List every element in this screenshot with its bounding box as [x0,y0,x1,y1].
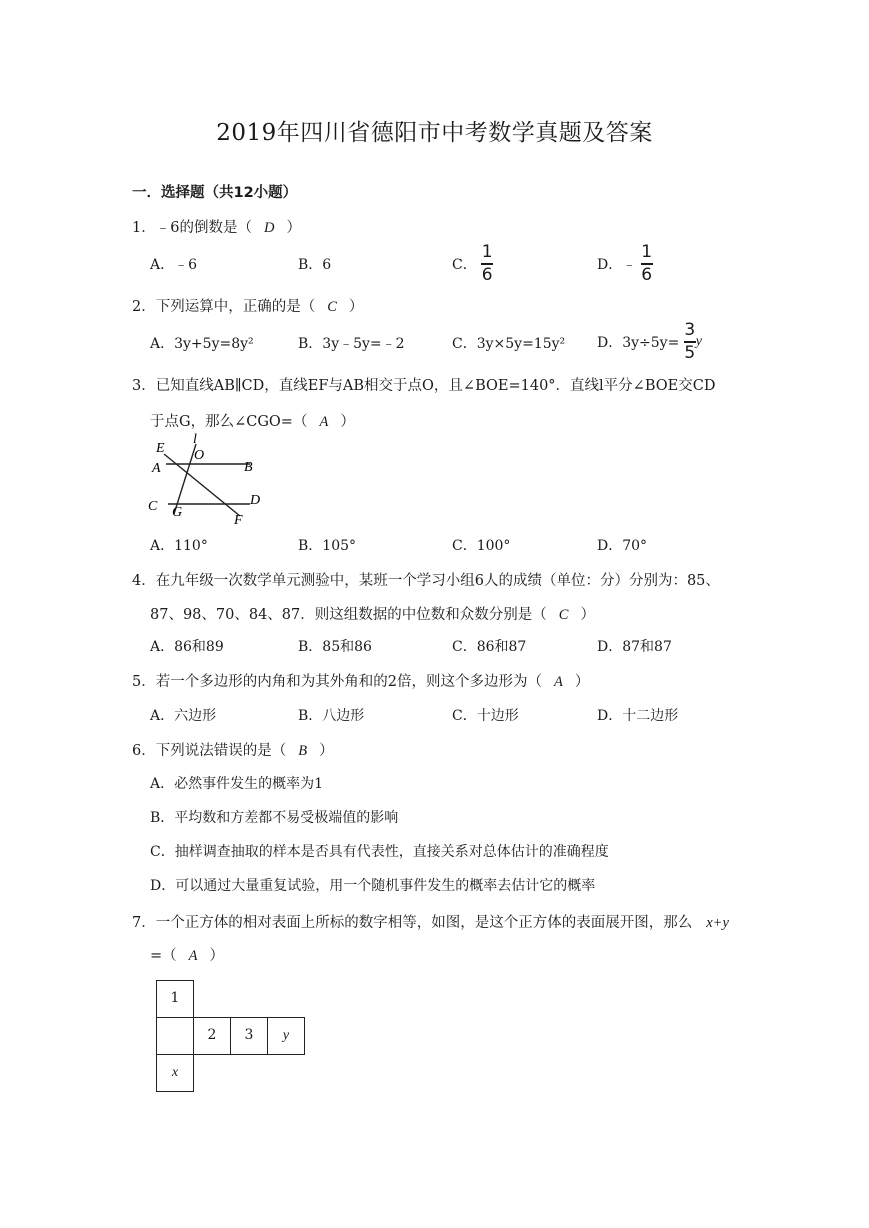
q2-option-d [597,322,702,362]
label-l: l [193,432,197,447]
q3-option-c: C．100° [452,538,511,554]
question-4-stem: 87、98、70、84、87．则这组数据的中位数和众数分别是（ [150,607,547,623]
q4-option-c: C．86和87 [452,639,527,655]
q3-option-b: B．105° [298,538,357,554]
q1-option-b: B．6 [298,257,332,273]
q2-option-c: C．3y×5y=15y² [452,336,566,352]
question-2-close: ） [348,299,364,315]
question-3-line-2 [150,410,355,431]
net-cell-2: 2 [193,1017,231,1055]
label-f: F [234,513,243,527]
net-cell-y: y [267,1017,305,1055]
q2-option-d-fraction [684,322,696,362]
question-7-stem-2: =（ [150,948,177,964]
section-heading: 一．选择题（共12小题） [132,185,298,201]
fraction-denominator: 5 [684,342,696,363]
label-c: C [148,499,158,514]
net-cell-1: 1 [156,980,194,1018]
question-2 [132,295,363,316]
question-4-line-2 [150,603,595,624]
question-1-close: ） [286,220,301,236]
fraction-numerator: 3 [684,320,696,340]
fraction-numerator: 1 [641,242,653,262]
q6-option-c: C．抽样调查抽取的样本是否具有代表性，直接关系对总体估计的准确程度 [150,844,609,860]
q6-option-b: B．平均数和方差都不易受极端值的影响 [150,810,399,826]
net-cell-blank [156,1017,194,1055]
question-6-close: ） [319,743,334,759]
q3-option-d: D．70° [597,538,648,554]
q1-option-d-sign: ﹣ [622,256,637,273]
question-3-stem: 于点G，那么∠CGO=（ [150,414,308,430]
fraction-denominator: 6 [641,264,653,285]
q2-option-b: B．3y﹣5y=﹣2 [298,336,405,352]
question-1 [132,216,301,237]
question-2-answer: C [327,299,337,315]
net-cell-3: 3 [230,1017,268,1055]
q1-option-d-label: D． [597,256,623,273]
fraction-denominator: 6 [481,264,493,285]
question-3-line-1: 3．已知直线AB∥CD，直线EF与AB相交于点O，且∠BOE=140°．直线l平分∠BOE交CD [132,378,716,394]
q2-option-d-tail: y [695,333,702,349]
question-4-line-1: 4．在九年级一次数学单元测验中，某班一个学习小组6人的成绩（单位：分）分别为：85、 [132,573,720,589]
q1-option-c [452,244,493,284]
question-4-close: ） [580,607,595,623]
q1-option-d-fraction [641,244,653,284]
question-7-line-2 [150,944,224,965]
question-3-answer: A [319,414,329,430]
q3-option-a: A．110° [150,538,208,554]
label-a: A [152,461,161,476]
question-7-expression: x+y [706,915,729,931]
q2-option-a: A．3y+5y=8y² [150,336,254,352]
question-5 [132,670,589,691]
label-d: D [250,493,261,508]
fraction-numerator: 1 [481,242,493,262]
question-6 [132,739,334,760]
net-cell-x: x [156,1054,194,1092]
question-1-stem: 1．﹣6的倒数是（ [132,220,252,236]
q5-option-a: A．六边形 [150,708,217,724]
q4-option-a: A．86和89 [150,639,224,655]
page-title: 2019年四川省德阳市中考数学真题及答案 [216,120,653,146]
question-4-answer: C [558,607,569,623]
question-1-answer: D [263,220,275,236]
question-6-stem: 6．下列说法错误的是（ [132,743,287,759]
question-7-line-1 [132,911,729,932]
q1-option-c-fraction [481,244,493,284]
label-o: O [194,448,205,463]
label-g: G [172,505,183,520]
q1-option-a: A．﹣6 [150,257,198,273]
q3-geometry-figure [140,432,270,527]
q4-option-d: D．87和87 [597,639,672,655]
q5-option-b: B．八边形 [298,708,365,724]
label-b: B [244,460,253,475]
q6-option-a: A．必然事件发生的概率为1 [150,776,324,792]
q5-option-c: C．十边形 [452,708,519,724]
q4-option-b: B．85和86 [298,639,372,655]
cube-net-figure [156,980,306,1095]
question-7-answer: A [188,948,198,964]
question-3-close: ） [340,414,355,430]
q6-option-d: D．可以通过大量重复试验，用一个随机事件发生的概率去估计它的概率 [150,878,596,894]
q1-option-d [597,244,653,284]
question-7-stem: 7．一个正方体的相对表面上所标的数字相等，如图，是这个正方体的表面展开图，那么 [132,915,693,931]
q1-option-c-label: C． [452,256,477,273]
question-6-answer: B [298,743,308,759]
label-e: E [156,441,165,456]
question-7-close: ） [209,948,225,964]
question-5-close: ） [574,674,590,690]
q5-option-d: D．十二边形 [597,708,679,724]
q2-option-d-label: D．3y÷5y= [597,334,680,351]
question-5-stem: 5．若一个多边形的内角和为其外角和的2倍，则这个多边形为（ [132,674,542,690]
question-5-answer: A [553,674,563,690]
question-2-stem: 2．下列运算中，正确的是（ [132,299,316,315]
